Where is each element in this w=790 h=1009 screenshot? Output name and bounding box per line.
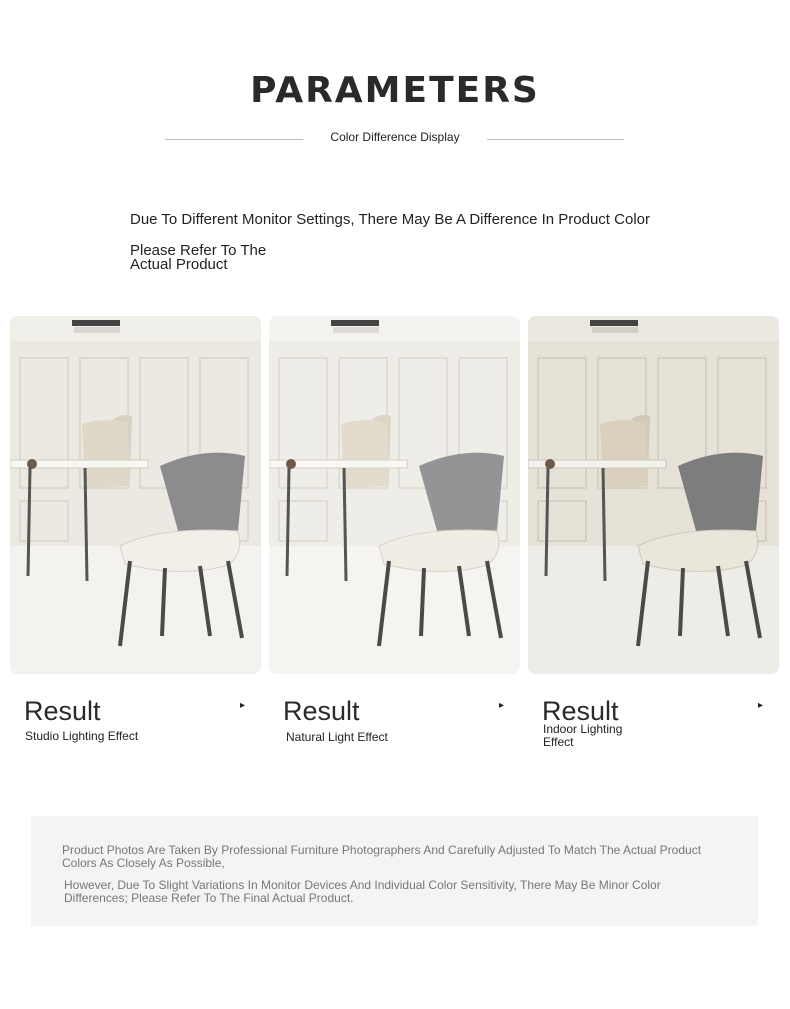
product-photo-indoor	[528, 316, 779, 674]
result-label-studio: Studio Lighting Effect	[25, 729, 139, 743]
disclaimer-paragraph-2: However, Due To Slight Variations In Monitor Devices And Individual Color Sensitivity, There May Be Minor Color Differences; Please Refer To The Final Actual Product.	[64, 878, 661, 905]
product-photo-studio	[10, 316, 261, 674]
result-title-natural: Result	[283, 696, 360, 726]
section-subtitle: Color Difference Display	[330, 130, 460, 144]
result-label-indoor: Indoor Lighting Effect	[543, 722, 623, 749]
divider-left	[165, 139, 303, 140]
play-arrow-icon: ▸	[240, 700, 246, 711]
page-title: PARAMETERS	[250, 70, 540, 111]
play-arrow-icon: ▸	[499, 700, 505, 711]
disclaimer-paragraph-1: Product Photos Are Taken By Professional Furniture Photographers And Carefully Adjusted To Match The Actual Product Colors As Closely As Possible,	[62, 843, 702, 870]
result-title-indoor: Result	[542, 696, 619, 726]
result-label-natural: Natural Light Effect	[286, 730, 388, 744]
color-notice-line: Due To Different Monitor Settings, There May Be A Difference In Product Color	[130, 211, 650, 228]
play-arrow-icon: ▸	[758, 700, 764, 711]
divider-right	[487, 139, 624, 140]
product-photo-natural	[269, 316, 520, 674]
color-notice-refer: Please Refer To The Actual Product	[130, 242, 267, 273]
result-title-studio: Result	[24, 696, 101, 726]
disclaimer-box	[31, 816, 758, 926]
